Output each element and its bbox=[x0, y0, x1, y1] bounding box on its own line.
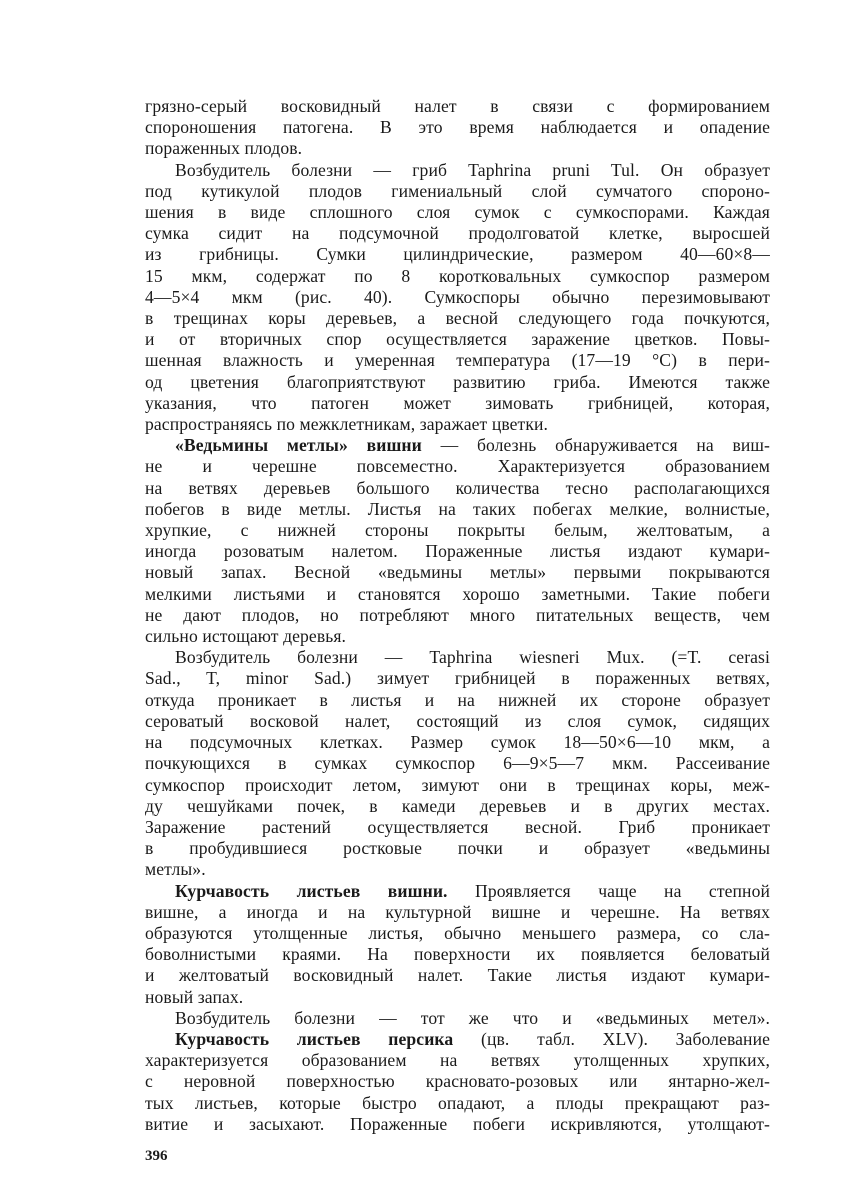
text-line bbox=[145, 923, 770, 944]
line-text: не дают плодов, но потребляют много питательных веществ, чем bbox=[145, 604, 770, 625]
text-line bbox=[145, 456, 770, 477]
line-text: характеризуется образованием на ветвях утолщенных хрупких, bbox=[145, 1050, 770, 1071]
text-line bbox=[145, 372, 770, 393]
paragraph bbox=[145, 160, 770, 436]
page-body bbox=[145, 96, 770, 1135]
line-text: (цв. табл. XLV). Заболевание bbox=[453, 1028, 770, 1049]
line-text: Sad., T, minor Sad.) зимует грибницей в пораженных ветвях, bbox=[145, 668, 770, 689]
text-line bbox=[145, 1029, 770, 1050]
text-line bbox=[145, 1050, 770, 1071]
line-text: — болезнь обнаруживается на виш- bbox=[421, 435, 770, 456]
line-text: почкующихся в сумках сумкоспор 6—9×5—7 мкм. Рассеивание bbox=[145, 753, 770, 774]
text-line bbox=[145, 181, 770, 202]
line-text: 15 мкм, содержат по 8 коротковальных сумкоспор размером bbox=[145, 265, 770, 286]
text-line bbox=[145, 541, 770, 562]
text-line bbox=[145, 329, 770, 350]
text-line bbox=[145, 881, 770, 902]
line-text: сумка сидит на подсумочной продолговатой клетке, выросшей bbox=[145, 223, 770, 244]
line-text: спороношения патогена. В это время наблюдается и опадение bbox=[145, 117, 770, 138]
line-text: Возбудитель болезни — гриб Taphrina pruni Tul. Он образует bbox=[175, 159, 770, 180]
line-text: пораженных плодов. bbox=[145, 138, 303, 159]
line-text: хрупкие, с нижней стороны покрыты белым, желтоватым, а bbox=[145, 520, 770, 541]
line-text: витие и засыхают. Пораженные побеги искривляются, утолщают- bbox=[145, 1113, 770, 1134]
line-text: в пробудившиеся ростковые почки и образует «ведьмины bbox=[145, 838, 770, 859]
text-line bbox=[145, 202, 770, 223]
text-line bbox=[145, 393, 770, 414]
section-heading: Курчавость листьев вишни. bbox=[175, 880, 448, 901]
line-text: побегов в виде метлы. Листья на таких побегах мелкие, волнистые, bbox=[145, 498, 770, 519]
text-line bbox=[145, 287, 770, 308]
text-line bbox=[145, 775, 770, 796]
line-text: Возбудитель болезни — Taphrina wiesneri Mux. (=T. cerasi bbox=[175, 647, 770, 668]
line-text: 4—5×4 мкм (рис. 40). Сумкоспоры обычно перезимовывают bbox=[145, 286, 770, 307]
text-line bbox=[145, 965, 770, 986]
text-line bbox=[145, 1114, 770, 1135]
text-line bbox=[145, 350, 770, 371]
line-text: мелкими листьями и становятся хорошо заметными. Такие побеги bbox=[145, 583, 770, 604]
paragraph bbox=[145, 1008, 770, 1029]
line-text: од цветения благоприятствуют развитию гриба. Имеются также bbox=[145, 371, 770, 392]
line-text: грязно-серый восковидный налет в связи с формированием bbox=[145, 96, 770, 116]
text-line bbox=[145, 711, 770, 732]
section-heading: Курчавость листьев персика bbox=[175, 1028, 454, 1049]
text-line bbox=[145, 753, 770, 774]
line-text: Проявляется чаще на степной bbox=[447, 880, 770, 901]
text-line bbox=[145, 266, 770, 287]
line-text: вишне, а иногда и на культурной вишне и черешне. На ветвях bbox=[145, 901, 770, 922]
paragraph bbox=[145, 96, 770, 160]
text-line bbox=[145, 117, 770, 138]
text-line bbox=[145, 605, 770, 626]
paragraph bbox=[145, 647, 770, 880]
line-text: образуются утолщенные листья, обычно меньшего размера, со сла- bbox=[145, 922, 770, 943]
text-line bbox=[145, 138, 770, 159]
text-line bbox=[145, 244, 770, 265]
text-line bbox=[145, 626, 770, 647]
line-text: иногда розоватым налетом. Пораженные листья издают кумари- bbox=[145, 541, 770, 562]
text-line bbox=[145, 414, 770, 435]
line-text: Заражение растений осуществляется весной. Гриб проникает bbox=[145, 816, 770, 837]
text-line bbox=[145, 987, 770, 1008]
line-text: сильно истощают деревья. bbox=[145, 626, 347, 647]
line-text: и от вторичных спор осуществляется заражение цветков. Повы- bbox=[145, 329, 770, 350]
line-text: ду чешуйками почек, в камеди деревьев и в других местах. bbox=[145, 795, 770, 816]
line-text: метлы». bbox=[145, 859, 206, 880]
text-line bbox=[145, 96, 770, 117]
section-heading: «Ведьмины метлы» вишни bbox=[175, 435, 422, 456]
text-line bbox=[145, 499, 770, 520]
line-text: и желтоватый восковидный налет. Такие листья издают кумари- bbox=[145, 965, 770, 986]
text-line bbox=[145, 817, 770, 838]
text-line bbox=[145, 584, 770, 605]
line-text: Возбудитель болезни — тот же что и «ведьминых метел». bbox=[175, 1007, 770, 1028]
line-text: сумкоспор происходит летом, зимуют они в трещинах коры, меж- bbox=[145, 774, 770, 795]
text-line bbox=[145, 435, 770, 456]
line-text: новый запах. bbox=[145, 986, 244, 1007]
line-text: из грибницы. Сумки цилиндрические, размером 40—60×8— bbox=[145, 244, 770, 265]
text-line bbox=[145, 944, 770, 965]
line-text: новый запах. Весной «ведьмины метлы» первыми покрываются bbox=[145, 562, 770, 583]
line-text: откуда проникает в листья и на нижней их стороне образует bbox=[145, 689, 770, 710]
text-line bbox=[145, 732, 770, 753]
line-text: сероватый восковой налет, состоящий из слоя сумок, сидящих bbox=[145, 710, 770, 731]
text-line bbox=[145, 859, 770, 880]
text-line bbox=[145, 520, 770, 541]
text-line bbox=[145, 1071, 770, 1092]
line-text: шения в виде сплошного слоя сумок с сумкоспорами. Каждая bbox=[145, 202, 770, 223]
page-number: 396 bbox=[145, 1148, 168, 1164]
text-line bbox=[145, 690, 770, 711]
line-text: на ветвях деревьев большого количества тесно располагающихся bbox=[145, 477, 770, 498]
line-text: в трещинах коры деревьев, а весной следующего года почкуются, bbox=[145, 308, 770, 329]
paragraph bbox=[145, 435, 770, 647]
line-text: не и черешне повсеместно. Характеризуется образованием bbox=[145, 456, 770, 477]
line-text: на подсумочных клетках. Размер сумок 18—50×6—10 мкм, а bbox=[145, 732, 770, 753]
line-text: указания, что патоген может зимовать грибницей, которая, bbox=[145, 392, 770, 413]
line-text: боволнистыми краями. На поверхности их появляется беловатый bbox=[145, 944, 770, 965]
text-line bbox=[145, 796, 770, 817]
text-line bbox=[145, 160, 770, 181]
paragraph bbox=[145, 881, 770, 1008]
text-line bbox=[145, 562, 770, 583]
text-line bbox=[145, 838, 770, 859]
text-line bbox=[145, 902, 770, 923]
text-line bbox=[145, 668, 770, 689]
text-line bbox=[145, 308, 770, 329]
line-text: под кутикулой плодов гимениальный слой сумчатого спороно- bbox=[145, 180, 770, 201]
text-line bbox=[145, 1093, 770, 1114]
text-line bbox=[145, 478, 770, 499]
line-text: тых листьев, которые быстро опадают, а плоды прекращают раз- bbox=[145, 1092, 770, 1113]
paragraph bbox=[145, 1029, 770, 1135]
line-text: шенная влажность и умеренная температура (17—19 °С) в пери- bbox=[145, 350, 770, 371]
line-text: с неровной поверхностью красновато-розовых или янтарно-жел- bbox=[145, 1071, 770, 1092]
text-line bbox=[145, 1008, 770, 1029]
line-text: распространяясь по межклетникам, заражает цветки. bbox=[145, 414, 549, 435]
text-line bbox=[145, 223, 770, 244]
text-line bbox=[145, 647, 770, 668]
